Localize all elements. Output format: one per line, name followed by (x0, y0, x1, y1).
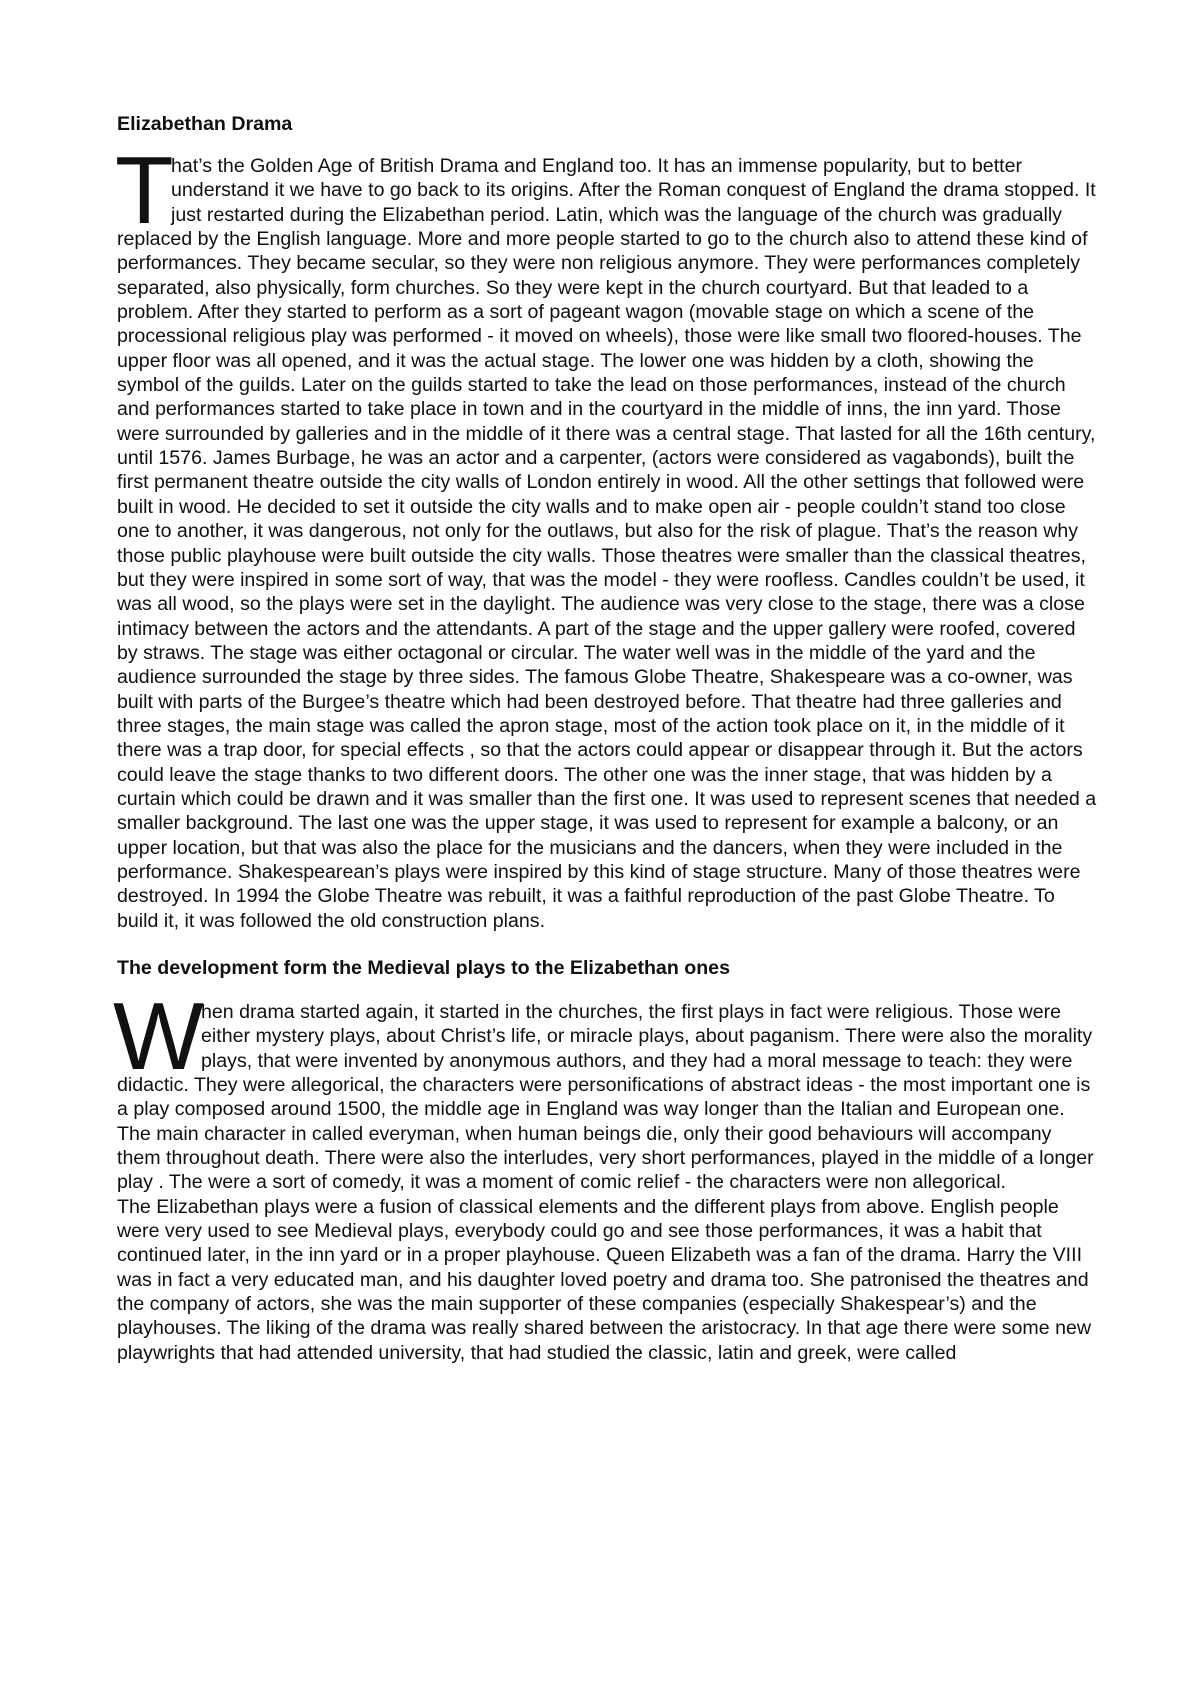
section-paragraph-elizabethan-plays: The Elizabethan plays were a fusion of classical elements and the different plays from above. English people were very used to see Medieval plays, everybody could go and see those performances, it was a habit that continued later, in the inn yard or in a proper playhouse. Queen Elizabeth was a fan of the drama. Harry the VIII was in fact a very educated man, and his daughter loved poetry and drama too. She patronised the theatres and the company of actors, she was the main supporter of these companies (especially Shakespear’s) and the playhouses. The liking of the drama was really shared between the aristocracy. In that age there were some new playwrights that had attended university, that had studied the classic, latin and greek, were called (117, 1195, 1092, 1364)
paragraph-text: hen drama started again, it started in the churches, the first plays in fact were religious. Those were either mystery plays, about Christ’s life, or miracle plays, about paganism. There were also the morality plays, that were invented by anonymous authors, and they had a moral message to teach: they were didactic. They were allegorical, the characters were personifications of abstract ideas - the most important one is a play composed around 1500, the middle age in England was way longer than the Italian and European one. The main character in called everyman, when human beings die, only their good behaviours will accompany them throughout death. There were also the interludes, very short performances, played in the middle of a longer play . The were a sort of comedy, it was a moment of comic relief - the characters were non allegorical. (117, 1001, 1094, 1194)
section-paragraph-elizabethan-drama (115, 137, 1097, 933)
section-heading-elizabethan-drama: Elizabethan Drama (117, 113, 293, 135)
section-heading-development: The development form the Medieval plays to the Elizabethan ones (117, 957, 730, 979)
drop-cap-t: T (115, 137, 174, 244)
drop-cap-w: W (113, 983, 204, 1090)
section-paragraph-development (113, 983, 1097, 1195)
paragraph-text: hat’s the Golden Age of British Drama and England too. It has an immense popularity, but to better understand it we have to go back to its origins. After the Roman conquest of England the drama stopped. It just restarted during the Elizabethan period. Latin, which was the language of the church was gradually replaced by the English language. More and more people started to go to the church also to attend these kind of performances. They became secular, so they were non religious anymore. They were performances completely separated, also physically, form churches. So they were kept in the church courtyard. But that leaded to a problem. After they started to perform as a sort of pageant wagon (movable stage on which a scene of the processional religious play was performed - it moved on wheels), those were like small two floored-houses. The upper floor was all opened, and it was the actual stage. The lower one was hidden by a cloth, showing the symbol of the guilds. Later on the guilds started to take the lead on those performances, instead of the church and performances started to take place in town and in the courtyard in the middle of inns, the inn yard. Those were surrounded by galleries and in the middle of it there was a central stage. That lasted for all the 16th century, until 1576. James Burbage, he was an actor and a carpenter, (actors were considered as vagabonds), built the first permanent theatre outside the city walls of London entirely in wood. All the other settings that followed were built in wood. He decided to set it outside the city walls and to make open air - people couldn’t stand too close one to another, it was dangerous, not only for the outlaws, but also for the risk of plague. That’s the reason why those public playhouse were built outside the city walls. Those theatres were smaller than the classical theatres, but they were inspired in some sort of way, that was the model - they were roofless. Candles couldn’t be used, it was all wood, so the plays were set in the daylight. The audience was very close to the stage, there was a close intimacy between the actors and the attendants. A part of the stage and the upper gallery were roofed, covered by straws. The stage was either octagonal or circular. The water well was in the middle of the yard and the audience surrounded the stage by three sides. The famous Globe Theatre, Shakespeare was a co-owner, was built with parts of the Burgee’s theatre which had been destroyed before. That theatre had three galleries and three stages, the main stage was called the apron stage, most of the action took place on it, in the middle of it there was a trap door, for special effects , so that the actors could appear or disappear through it. But the actors could leave the stage thanks to two different doors. The other one was the inner stage, that was hidden by a curtain which could be drawn and it was smaller than the first one. It was used to represent scenes that needed a smaller background. The last one was the upper stage, it was used to represent for example a balcony, or an upper location, but that was also the place for the musicians and the dancers, when they were included in the performance. Shakespearean’s plays were inspired by this kind of stage structure. Many of those theatres were destroyed. In 1994 the Globe Theatre was rebuilt, it was a faithful reproduction of the past Globe Theatre. To build it, it was followed the old construction plans. (117, 155, 1097, 932)
document-page (113, 112, 1097, 1365)
